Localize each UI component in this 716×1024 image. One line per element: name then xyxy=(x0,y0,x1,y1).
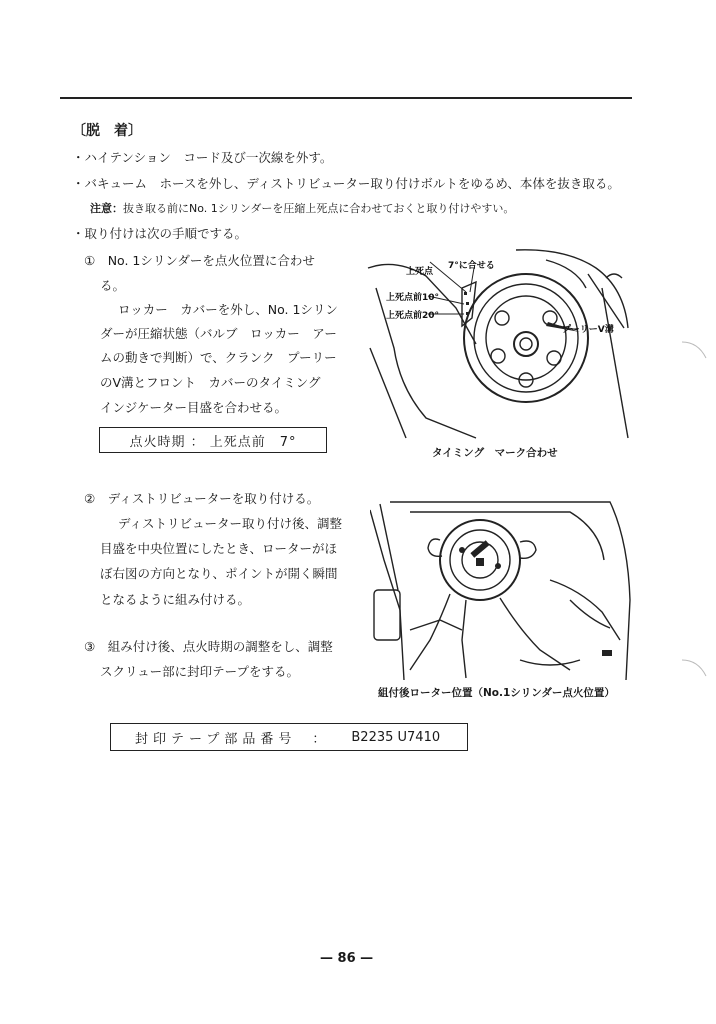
rotor-position-figure xyxy=(370,500,632,680)
step2-line: ② ディストリビューターを取り付ける。 xyxy=(84,491,320,506)
label-tdc: 上死点 xyxy=(406,267,434,277)
seal-tape-label: 封印テープ部品番号 xyxy=(135,731,297,747)
note-text: 抜き取る前にNo. 1シリンダーを圧縮上死点に合わせておくと取り付けやすい。 xyxy=(123,202,515,215)
bullet-install-procedure: ・取り付けは次の手順でする。 xyxy=(72,226,248,241)
step2-line: となるように組み付ける。 xyxy=(100,592,251,607)
timing-mark-figure xyxy=(366,248,632,442)
header-rule xyxy=(60,97,632,99)
step2-line: ディストリビューター取り付け後、調整 xyxy=(118,516,343,531)
page-number: — 86 — xyxy=(320,951,374,966)
note-label: 注意： xyxy=(90,202,123,215)
section-heading: 〔脱 着〕 xyxy=(72,123,142,139)
step1-line: ダーが圧縮状態（バルブ ロッカー アー xyxy=(100,326,337,341)
seal-tape-part-number: B2235 U7410 xyxy=(351,729,441,745)
label-btdc10: 上死点前10° xyxy=(386,293,440,303)
note xyxy=(90,203,514,214)
step2-line: ぼ右図の方向となり、ポイントが開く瞬間 xyxy=(100,566,338,581)
binding-mark xyxy=(680,338,710,362)
step1-line: のV溝とフロント カバーのタイミング xyxy=(100,375,321,390)
step2-line: 目盛を中央位置にしたとき、ローターがほ xyxy=(100,541,338,556)
step1-line: インジケーター目盛を合わせる。 xyxy=(100,400,287,415)
bullet-high-tension: ・ハイテンション コード及び一次線を外す。 xyxy=(72,150,333,165)
step1-line: ロッカー カバーを外し、No. 1シリン xyxy=(118,302,338,317)
label-7deg: 7°に合せる xyxy=(448,261,495,271)
step3-line: ③ 組み付け後、点火時期の調整をし、調整 xyxy=(84,639,333,654)
step1-line: ムの動きで判断）で、クランク プーリー xyxy=(100,350,337,365)
seal-tape-part-number-box xyxy=(110,723,468,751)
figure1-caption: タイミング マーク合わせ xyxy=(432,447,558,459)
binding-mark xyxy=(680,656,710,680)
step1-line: ① No. 1シリンダーを点火位置に合わせ xyxy=(84,253,315,268)
label-pulley-groove: プーリーV溝 xyxy=(562,325,614,335)
step3-line: スクリュー部に封印テープをする。 xyxy=(100,664,300,679)
seal-tape-colon: ： xyxy=(312,731,326,747)
label-btdc20: 上死点前20° xyxy=(386,311,440,321)
figure2-caption: 組付後ローター位置（No.1シリンダー点火位置） xyxy=(378,687,615,699)
ignition-timing-box: 点火時期 ： 上死点前 7° xyxy=(99,427,327,453)
step1-line: る。 xyxy=(100,278,126,293)
bullet-vacuum-hose: ・バキューム ホースを外し、ディストリビューター取り付けボルトをゆるめ、本体を抜き取る。 xyxy=(72,176,620,191)
